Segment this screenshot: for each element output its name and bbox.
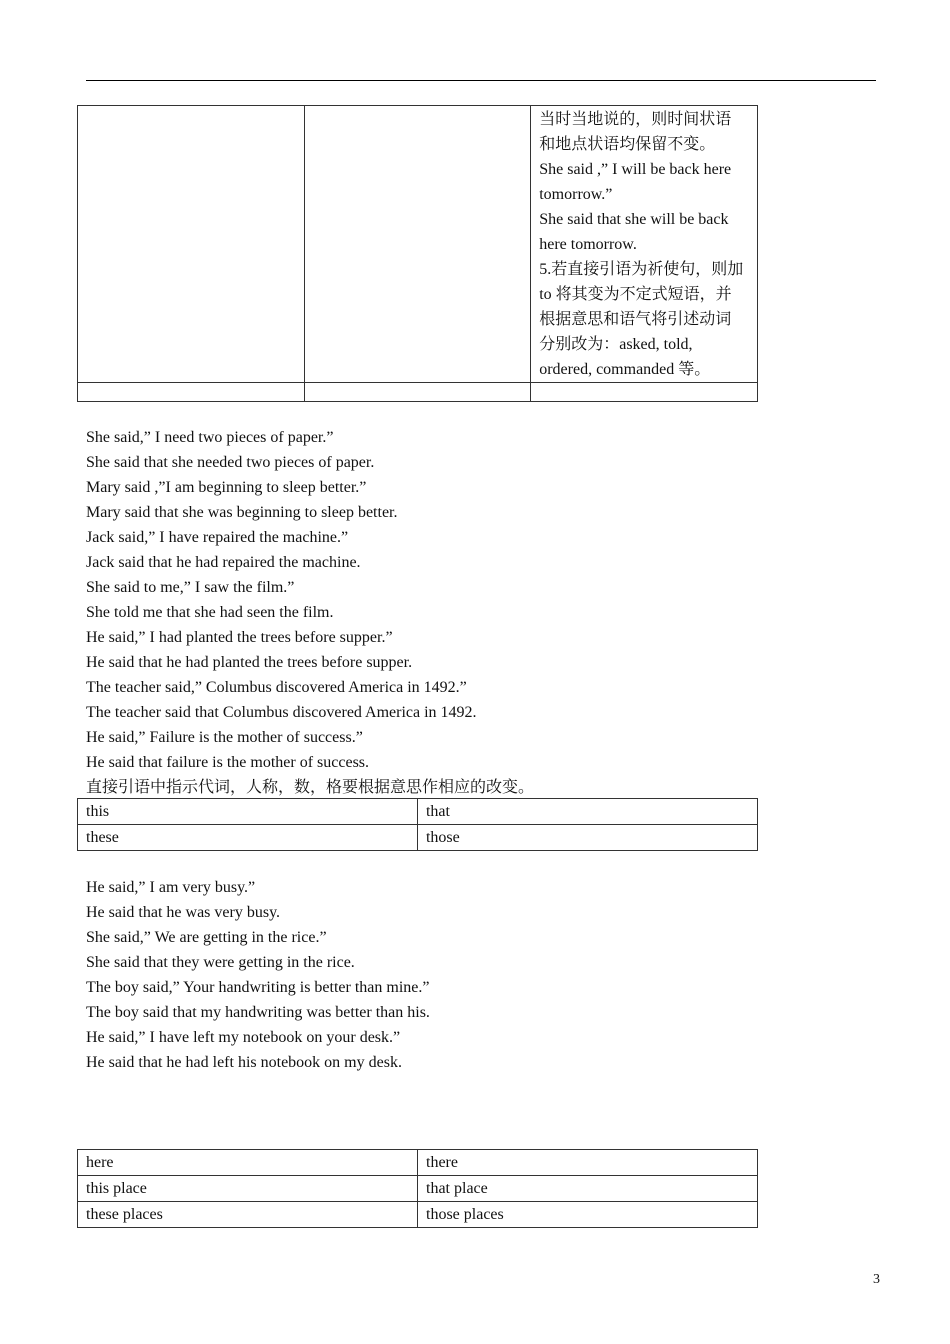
example-line: The boy said that my handwriting was better than his. xyxy=(86,1004,430,1021)
example-line: He said that he was very busy. xyxy=(86,904,281,921)
note-line: She said ,” I will be back here xyxy=(539,161,732,178)
page-number: 3 xyxy=(873,1272,880,1287)
table-cell-reported: there xyxy=(418,1150,758,1176)
table-cell-direct: these places xyxy=(78,1202,418,1228)
note-line: to 将其变为不定式短语，并 xyxy=(539,286,732,303)
example-line: She said to me,” I saw the film.” xyxy=(86,579,295,596)
table-row-empty xyxy=(78,383,758,402)
table-cell-empty xyxy=(78,383,305,402)
example-line: He said that he had left his notebook on my desk. xyxy=(86,1054,402,1071)
example-line: She told me that she had seen the film. xyxy=(86,604,334,621)
example-line: She said that she needed two pieces of paper. xyxy=(86,454,375,471)
example-line: The teacher said that Columbus discovered America in 1492. xyxy=(86,704,477,721)
table-row xyxy=(78,1176,758,1202)
table-cell-notes xyxy=(531,106,758,383)
example-line: The teacher said,” Columbus discovered America in 1492.” xyxy=(86,679,467,696)
example-line: She said that they were getting in the rice. xyxy=(86,954,355,971)
note-line: ordered, commanded 等。 xyxy=(539,361,711,378)
table-cell-reported: that place xyxy=(418,1176,758,1202)
example-line: He said,” I am very busy.” xyxy=(86,879,256,896)
table-cell-col2 xyxy=(304,106,531,383)
note-line: 当时当地说的，则时间状语 xyxy=(539,111,732,128)
note-line: tomorrow.” xyxy=(539,186,613,203)
note-line: 根据意思和语气将引述动词 xyxy=(539,311,732,328)
note-line: 分别改为：asked, told, xyxy=(539,336,693,353)
example-sentences-tense xyxy=(86,425,534,800)
note-line: here tomorrow. xyxy=(539,236,637,253)
example-line: She said,” We are getting in the rice.” xyxy=(86,929,327,946)
table-cell-reported: those places xyxy=(418,1202,758,1228)
table-row xyxy=(78,106,758,383)
example-line: He said,” I had planted the trees before supper.” xyxy=(86,629,393,646)
table-row xyxy=(78,1202,758,1228)
table-cell-direct: here xyxy=(78,1150,418,1176)
header-rule xyxy=(86,80,876,81)
place-change-table xyxy=(77,1149,758,1228)
table-cell-empty xyxy=(531,383,758,402)
table-cell-empty xyxy=(304,383,531,402)
example-line: He said that he had planted the trees before supper. xyxy=(86,654,413,671)
table-row xyxy=(78,1150,758,1176)
example-line: He said that failure is the mother of success. xyxy=(86,754,370,771)
example-line: Jack said that he had repaired the machine. xyxy=(86,554,361,571)
example-line: He said,” Failure is the mother of success.” xyxy=(86,729,363,746)
example-line: Mary said ,”I am beginning to sleep better.” xyxy=(86,479,367,496)
grammar-rules-table xyxy=(77,105,758,402)
note-line: 5.若直接引语为祈使句，则加 xyxy=(539,261,744,278)
table-cell-reported: that xyxy=(417,799,757,825)
table-row xyxy=(78,825,758,851)
table-cell-col1 xyxy=(78,106,305,383)
rule-heading: 直接引语中指示代词，人称，数，格要根据意思作相应的改变。 xyxy=(86,779,535,796)
table-cell-direct: this xyxy=(78,799,418,825)
example-line: Mary said that she was beginning to sleep better. xyxy=(86,504,398,521)
note-line: 和地点状语均保留不变。 xyxy=(539,136,716,153)
example-line: The boy said,” Your handwriting is better than mine.” xyxy=(86,979,430,996)
table-row xyxy=(78,799,758,825)
example-sentences-person xyxy=(86,875,430,1075)
table-cell-direct: this place xyxy=(78,1176,418,1202)
demonstrative-change-table xyxy=(77,798,758,851)
table-cell-reported: those xyxy=(417,825,757,851)
example-line: She said,” I need two pieces of paper.” xyxy=(86,429,334,446)
note-line: She said that she will be back xyxy=(539,211,729,228)
table-cell-direct: these xyxy=(78,825,418,851)
example-line: Jack said,” I have repaired the machine.” xyxy=(86,529,349,546)
example-line: He said,” I have left my notebook on your desk.” xyxy=(86,1029,401,1046)
